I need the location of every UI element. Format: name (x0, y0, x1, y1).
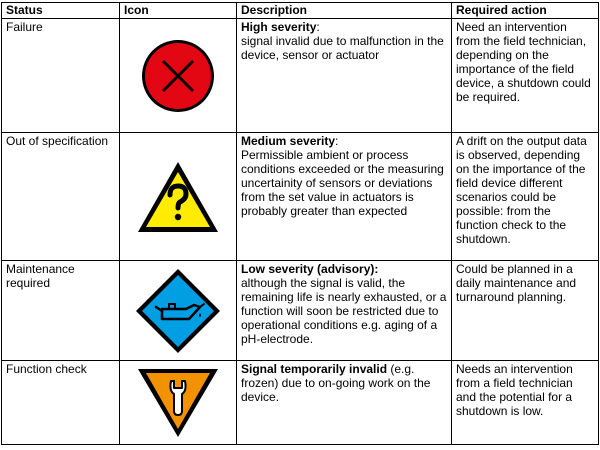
status-cell: Function check (2, 361, 120, 445)
description-cell (237, 19, 452, 133)
icon-cell (120, 133, 237, 261)
question-mark-icon (135, 159, 221, 235)
severity-label: Medium severity (241, 134, 336, 148)
severity-suffix: : (316, 20, 320, 34)
status-cell: Maintenance required (2, 261, 120, 361)
icon-cell (120, 361, 237, 445)
severity-label: Low severity (advisory): (241, 262, 379, 276)
table-row (2, 261, 599, 361)
description-cell (237, 361, 452, 445)
description-text: signal invalid due to malfunction in the device, sensor or actuator (241, 34, 444, 62)
icon-cell (120, 261, 237, 361)
status-table (1, 2, 599, 445)
status-cell: Out of specification (2, 133, 120, 261)
table-row (2, 133, 599, 261)
description-cell (237, 133, 452, 261)
description-cell (237, 261, 452, 361)
oil-can-icon (134, 267, 222, 355)
severity-suffix: : (335, 134, 339, 148)
table-row (2, 19, 599, 133)
status-cell: Failure (2, 19, 120, 133)
required-action-cell: Needs an intervention from a field technician and the potential for a shutdown is low. (452, 361, 599, 445)
wrench-icon (136, 367, 220, 439)
severity-suffix: (e.g. frozen) due to on-going work on the device. (241, 362, 431, 404)
description-text: although the signal is valid, the remaining life is nearly exhausted, or a function will soon be restricted due to operational conditions e.g. aging of a pH-electrode. (241, 276, 447, 346)
required-action-cell: A drift on the output data is observed, depending on the importance of the field device different scenarios could be possible: from the function check to the shutdown. (452, 133, 599, 261)
header-row (2, 3, 599, 19)
severity-label: Signal temporarily invalid (241, 362, 388, 376)
required-action-cell: Need an intervention from the field technician, depending on the importance of the field device, a shutdown could be required. (452, 19, 599, 133)
description-text: Permissible ambient or process conditions exceeded or the measuring uncertainity of sensors or deviations from the set value in actuators is probably greater than expected (241, 148, 444, 218)
failure-x-icon (138, 36, 218, 116)
header-description: Description (237, 3, 452, 19)
table-row (2, 361, 599, 445)
icon-cell (120, 19, 237, 133)
severity-label: High severity (241, 20, 317, 34)
header-icon: Icon (120, 3, 237, 19)
header-required-action: Required action (452, 3, 599, 19)
header-status: Status (2, 3, 120, 19)
required-action-cell: Could be planned in a daily maintenance and turnaround planning. (452, 261, 599, 361)
